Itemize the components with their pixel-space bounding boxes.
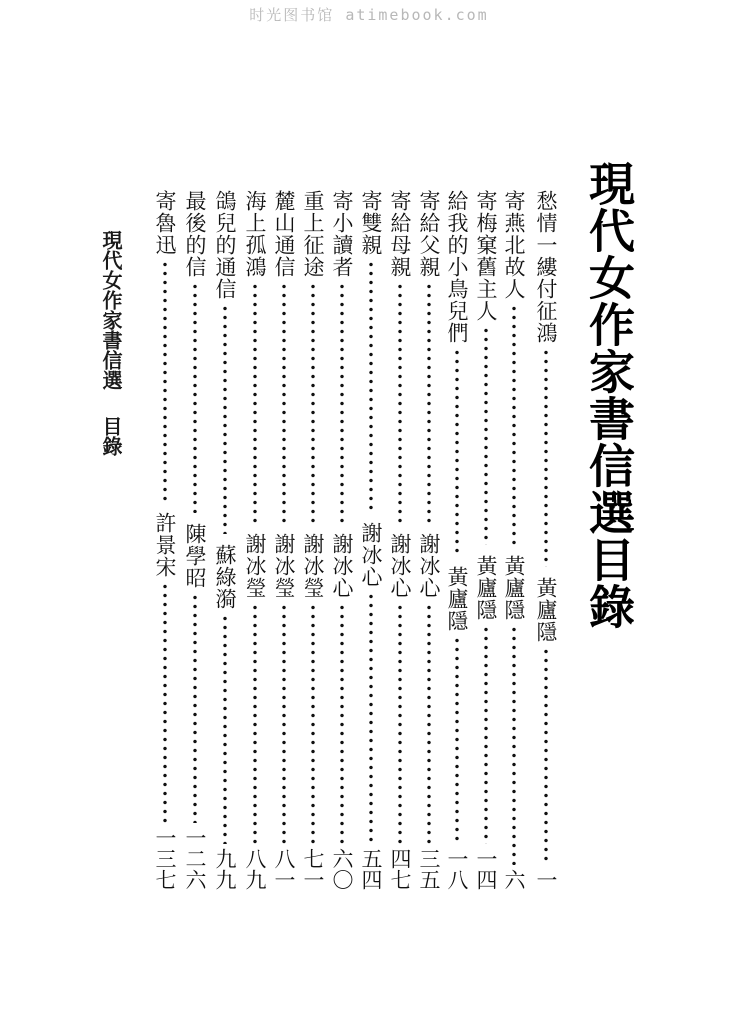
toc-entry-title: 麓山通信 — [272, 190, 296, 278]
site-watermark: 时光图书馆 atimebook.com — [249, 6, 489, 24]
toc-entry-author: 許景宋 — [153, 511, 177, 578]
toc-entry — [499, 190, 529, 890]
toc-entry — [210, 190, 240, 890]
toc-entry-author: 蘇綠漪 — [213, 544, 237, 610]
toc-entry-page: 八九 — [243, 848, 267, 890]
dot-leader — [223, 304, 227, 534]
toc-entry-page: 一二六 — [183, 827, 207, 890]
toc-entry-title: 寄雙親 — [359, 190, 383, 256]
toc-entry — [150, 190, 180, 890]
toc-entry-page: 八一 — [272, 848, 296, 890]
running-header — [98, 230, 124, 456]
toc-entry-title: 重上征途 — [301, 190, 325, 278]
toc-entry-title: 鴿兒的通信 — [213, 190, 237, 300]
toc-entry-page: 九九 — [213, 848, 237, 890]
toc-entry-title: 寄梅窠舊主人 — [474, 190, 498, 322]
running-header-section: 目錄 — [99, 416, 123, 456]
dot-leader — [427, 282, 431, 523]
dot-leader — [311, 282, 315, 523]
toc-entry-author: 黃廬隱 — [534, 576, 558, 643]
toc-entry-author: 謝冰心 — [388, 533, 412, 599]
toc-entry-author: 黃廬隱 — [445, 566, 469, 632]
dot-leader — [455, 348, 459, 556]
running-header-book-title: 現代女作家書信選 — [99, 230, 123, 390]
dot-leader — [282, 282, 286, 523]
dot-leader — [484, 625, 488, 844]
toc-entry-author: 黃廬隱 — [502, 554, 526, 621]
toc-entry-title: 寄給父親 — [417, 190, 441, 278]
toc-entry — [269, 190, 299, 890]
toc-entry-title: 寄小讀者 — [330, 190, 354, 278]
toc-entry-author: 謝冰瑩 — [243, 533, 267, 599]
dot-leader — [311, 603, 315, 844]
toc-entry-author: 謝冰心 — [330, 533, 354, 599]
toc-entry-page: 四七 — [388, 848, 412, 890]
dot-leader — [512, 304, 516, 545]
toc-entry-page: 六〇 — [330, 848, 354, 890]
toc-entry-title: 給我的小鳥兒們 — [445, 190, 469, 344]
toc-entry-title: 寄給母親 — [388, 190, 412, 278]
dot-leader — [193, 593, 197, 824]
toc-entry-page: 七一 — [301, 848, 325, 890]
toc-entry — [442, 190, 472, 890]
dot-leader — [512, 625, 516, 866]
toc-entry-title: 寄魯迅 — [153, 190, 177, 256]
dot-leader — [253, 282, 257, 523]
toc-entry-page: 一四 — [474, 848, 498, 890]
dot-leader — [369, 260, 373, 512]
dot-leader — [455, 636, 459, 844]
page-title: 現代女作家書信選目錄 — [582, 160, 636, 630]
dot-leader — [282, 603, 286, 844]
toc-entry-page: 五四 — [359, 848, 383, 890]
toc-entry-page: 一八 — [445, 848, 469, 890]
toc-entry — [298, 190, 328, 890]
dot-leader — [163, 582, 167, 824]
dot-leader — [398, 603, 402, 844]
toc-entry — [531, 190, 561, 890]
toc-entry-title: 寄燕北故人 — [502, 190, 526, 300]
toc-entry-page: 一三七 — [153, 827, 177, 890]
toc-entry-page: 六 — [502, 869, 526, 890]
dot-leader — [163, 260, 167, 502]
toc-entry — [356, 190, 386, 890]
dot-leader — [369, 592, 373, 844]
toc-entry — [385, 190, 415, 890]
toc-entry-author: 謝冰心 — [359, 522, 383, 588]
dot-leader — [340, 603, 344, 844]
toc-entry — [471, 190, 501, 890]
toc-entry — [414, 190, 444, 890]
dot-leader — [544, 348, 548, 567]
dot-leader — [340, 282, 344, 523]
toc-entry-author: 謝冰心 — [417, 533, 441, 599]
toc-entry-author: 黃廬隱 — [474, 555, 498, 621]
dot-leader — [484, 326, 488, 545]
toc-entry-page: 一 — [534, 869, 558, 890]
toc-entry-title: 海上孤鴻 — [243, 190, 267, 278]
toc-entry — [180, 190, 210, 890]
toc-entry-author: 陳學昭 — [183, 522, 207, 589]
toc-entry — [240, 190, 270, 890]
dot-leader — [253, 603, 257, 844]
dot-leader — [223, 614, 227, 844]
dot-leader — [193, 282, 197, 513]
toc-entry-page: 三五 — [417, 848, 441, 890]
toc-entry — [327, 190, 357, 890]
dot-leader — [544, 647, 548, 866]
toc-entry-author: 謝冰瑩 — [301, 533, 325, 599]
toc-entry-title: 最後的信 — [183, 190, 207, 278]
toc-entry-author: 謝冰瑩 — [272, 533, 296, 599]
toc-entry-title: 愁情一縷付征鴻 — [534, 190, 558, 344]
dot-leader — [398, 282, 402, 523]
dot-leader — [427, 603, 431, 844]
